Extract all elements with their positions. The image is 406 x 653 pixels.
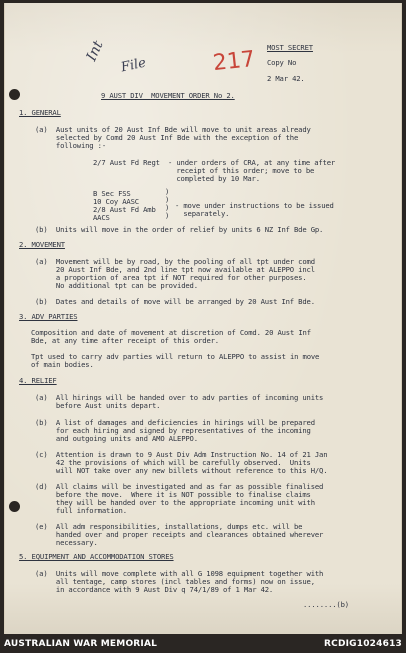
s4-b-line-1: (b) A list of damages and deficiencies in hirings will be prepared	[35, 418, 315, 427]
section-3-heading: 3. ADV PARTIES	[19, 312, 78, 321]
s5-a-line-3: in accordance with 9 Aust Div q 74/1/89 of 1 Mar 42.	[35, 585, 274, 594]
s4-d-line-3: they will be handed over to the appropriate incoming unit with	[35, 498, 315, 507]
unit-list-item: B Sec FSS	[93, 189, 131, 198]
s2-a-line-1: (a) Movement will be by road, by the pooling of all tpt under comd	[35, 257, 315, 266]
s5-a-line-2: all tentage, camp stores (incl tables and forms) now on issue,	[35, 577, 315, 586]
section-4-heading: 4. RELIEF	[19, 376, 57, 385]
s1-a-line-2: selected by Comd 20 Aust Inf Bde with the exception of the	[35, 133, 299, 142]
unit-list-item: 10 Coy AASC	[93, 197, 139, 206]
s3-line-4: of main bodies.	[31, 360, 94, 369]
section-2-heading: 2. MOVEMENT	[19, 240, 65, 249]
fd-regt-line-3: completed by 10 Mar.	[168, 174, 260, 183]
units-note-line-2: separately.	[175, 209, 230, 218]
folio-number: 217	[211, 46, 257, 77]
fd-regt-line-1: - under orders of CRA, at any time after	[168, 158, 336, 167]
s1-a-line-1: (a) Aust units of 20 Aust Inf Bde will move to unit areas already	[35, 125, 311, 134]
s4-b-line-3: and outgoing units and AMO ALEPPO.	[35, 434, 198, 443]
handwritten-note-file: File	[119, 55, 148, 76]
s4-e-line-2: handed over and proper receipts and clearances obtained wherever	[35, 530, 324, 539]
section-5-heading: 5. EQUIPMENT AND ACCOMMODATION STORES	[19, 552, 174, 561]
fd-regt-label: 2/7 Aust Fd Regt	[93, 158, 160, 167]
s4-c-line-1: (c) Attention is drawn to 9 Aust Div Adm Instruction No. 14 of 21 Jan	[35, 450, 328, 459]
s4-e-line-1: (e) All adm responsibilities, installations, dumps etc. will be	[35, 522, 303, 531]
s4-d-line-4: full information.	[35, 506, 127, 515]
punch-hole-top	[9, 89, 20, 100]
section-1-heading: 1. GENERAL	[19, 108, 61, 117]
s4-c-line-2: 42 the provisions of which will be carefully observed. Units	[35, 458, 311, 467]
s1-b-line: (b) Units will move in the order of relief by units 6 NZ Inf Bde Gp.	[35, 225, 324, 234]
fd-regt-line-2: receipt of this order; move to be	[168, 166, 315, 175]
s4-b-line-2: for each hiring and signed by representatives of the incoming	[35, 426, 311, 435]
s4-a-line-2: before Aust units depart.	[35, 401, 161, 410]
archive-footer	[0, 634, 406, 653]
units-note-line-1: - move under instructions to be issued	[175, 201, 334, 210]
handwritten-note-int: Int	[83, 38, 107, 64]
s2-a-line-2: 20 Aust Inf Bde, and 2nd line tpt now available at ALEPPO incl	[35, 265, 315, 274]
page-continuation: ........(b)	[303, 600, 349, 609]
s4-c-line-3: will NOT take over any new billets without reference to this H/Q.	[35, 466, 328, 475]
s4-d-line-1: (d) All claims will be investigated and as far as possible finalised	[35, 482, 324, 491]
document-page	[4, 3, 402, 634]
s4-e-line-3: necessary.	[35, 538, 98, 547]
copy-number: Copy No	[267, 58, 297, 67]
document-date: 2 Mar 42.	[267, 74, 305, 83]
footer-record-id: RCDIG1024613	[324, 639, 402, 649]
s3-line-1: Composition and date of movement at discretion of Comd. 20 Aust Inf	[31, 328, 311, 337]
classification: MOST SECRET	[267, 43, 313, 52]
unit-list-bracket: ) ) ) )	[165, 187, 170, 220]
footer-archive-name: AUSTRALIAN WAR MEMORIAL	[4, 639, 158, 649]
s2-a-line-3: a proportion of area tpt if NOT required for other purposes.	[35, 273, 307, 282]
s1-a-line-3: following :-	[35, 141, 107, 150]
s4-a-line-1: (a) All hirings will be handed over to adv parties of incoming units	[35, 393, 324, 402]
s4-d-line-2: before the move. Where it is NOT possible to finalise claims	[35, 490, 311, 499]
s3-line-3: Tpt used to carry adv parties will return to ALEPPO to assist in move	[31, 352, 320, 361]
s2-a-line-4: No additional tpt can be provided.	[35, 281, 198, 290]
unit-list-item: AACS	[93, 213, 110, 222]
s2-b-line: (b) Dates and details of move will be arranged by 20 Aust Inf Bde.	[35, 297, 315, 306]
document-title: 9 AUST DIV MOVEMENT ORDER No 2.	[101, 91, 235, 100]
s5-a-line-1: (a) Units will move complete with all G 1098 equipment together with	[35, 569, 324, 578]
punch-hole-bottom	[9, 501, 20, 512]
unit-list-item: 2/8 Aust Fd Amb	[93, 205, 156, 214]
s3-line-2: Bde, at any time after receipt of this order.	[31, 336, 219, 345]
